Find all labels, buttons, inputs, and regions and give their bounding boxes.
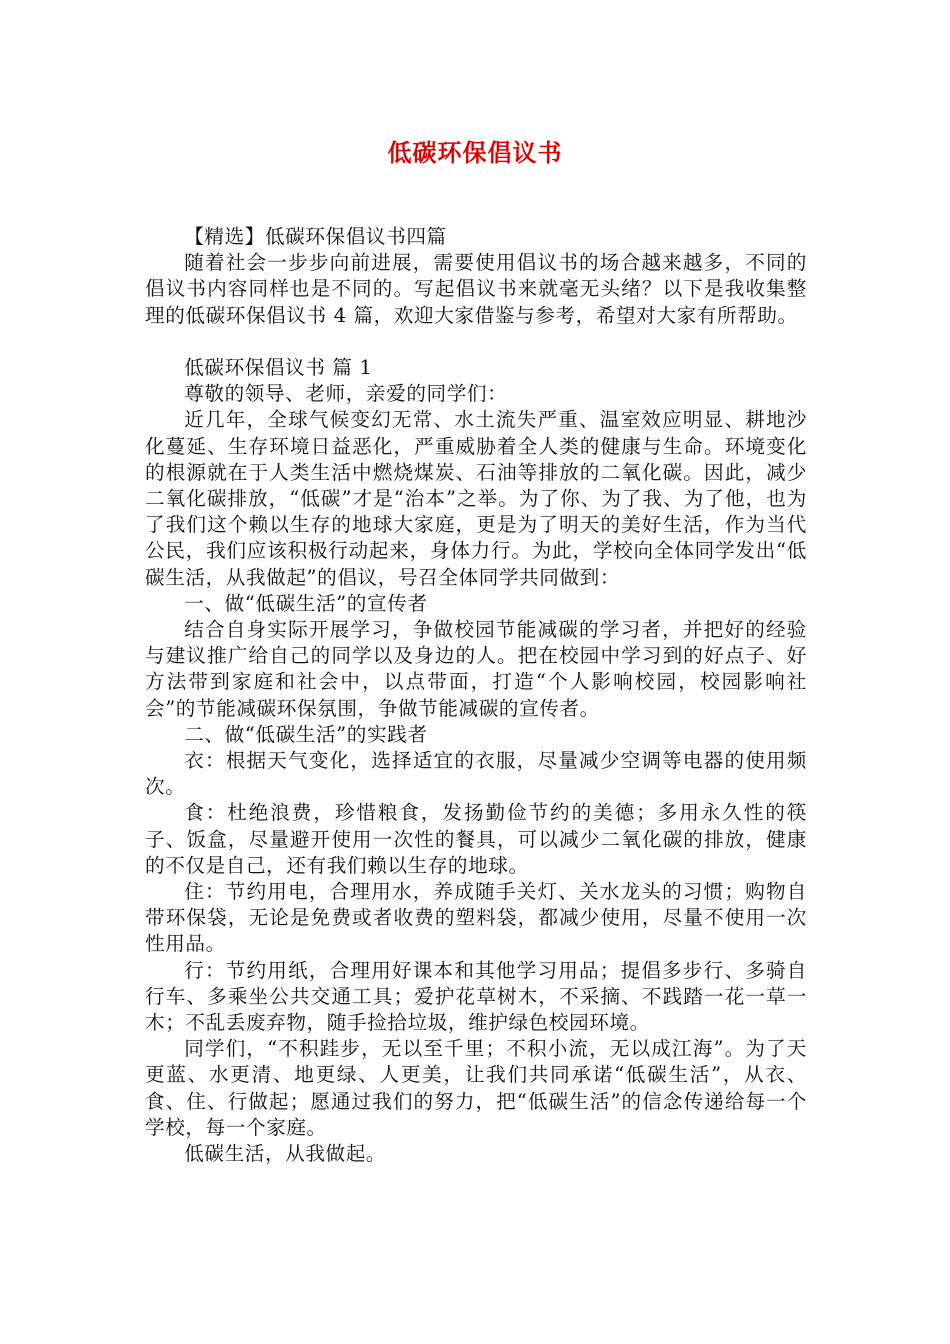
body-paragraph: 同学们，“不积跬步，无以至千里；不积小流，无以成江海”。为了天更蓝、水更清、地更绿、人更美，让我们共同承诺“低碳生活”，从衣、食、住、行做起；愿通过我们的努力，把“低碳生活”的信念传递给每一个学校，每一个家庭。: [145, 1037, 807, 1139]
intro-paragraph: 随着社会一步步向前进展，需要使用倡议书的场合越来越多，不同的倡议书内容同样也是不同的。写起倡议书来就毫无头绪？以下是我收集整理的低碳环保倡议书 4 篇，欢迎大家借鉴与参考，希望对大家有所帮助。: [145, 251, 807, 327]
subheading: 一、做“低碳生活”的宣传者: [184, 591, 428, 615]
body-paragraph: 近几年，全球气候变幻无常、水土流失严重、温室效应明显、耕地沙化蔓延、生存环境日益恶化，严重威胁着全人类的健康与生命。环境变化的根源就在于人类生活中燃烧煤炭、石油等排放的二氧化碳。因此，减少二氧化碳排放，“低碳”才是“治本”之举。为了你、为了我、为了他，也为了我们这个赖以生存的地球大家庭，更是为了明天的美好生活，作为当代公民，我们应该积极行动起来，身体力行。为此，学校向全体同学发出“低碳生活，从我做起”的倡议，号召全体同学共同做到：: [145, 408, 807, 589]
body-paragraph: 住：节约用电，合理用水，养成随手关灯、关水龙头的习惯；购物自带环保袋，无论是免费或者收费的塑料袋，都减少使用，尽量不使用一次性用品。: [145, 880, 807, 956]
intro-heading: 【精选】低碳环保倡议书四篇: [184, 225, 447, 248]
salutation: 尊敬的领导、老师，亲爱的同学们：: [184, 382, 508, 406]
body-paragraph: 衣：根据天气变化，选择适宜的衣服，尽量减少空调等电器的使用频次。: [145, 749, 807, 799]
body-paragraph: 结合自身实际开展学习，争做校园节能减碳的学习者，并把好的经验与建议推广给自己的同学以及身边的人。把在校园中学习到的好点子、好方法带到家庭和社会中，以点带面，打造“个人影响校园，校园影响社会”的节能减碳环保氛围，争做节能减碳的宣传者。: [145, 618, 807, 720]
blank-line: [145, 329, 807, 355]
subheading: 二、做“低碳生活”的实践者: [184, 722, 428, 746]
document-title: 低碳环保倡议书: [387, 139, 563, 167]
section-heading: 低碳环保倡议书 篇 1: [184, 356, 373, 379]
body-paragraph: 食：杜绝浪费，珍惜粮食，发扬勤俭节约的美德；多用永久性的筷子、饭盒，尽量避开使用一次性的餐具，可以减少二氧化碳的排放，健康的不仅是自己，还有我们赖以生存的地球。: [145, 801, 807, 877]
document-body: [145, 224, 807, 1167]
closing-line: 低碳生活，从我做起。: [184, 1142, 387, 1166]
body-paragraph: 行：节约用纸，合理用好课本和其他学习用品；提倡多步行、多骑自行车、多乘坐公共交通工具；爱护花草树木，不采摘、不践踏一花一草一木；不乱丢废弃物，随手捡拾垃圾，维护绿色校园环境。: [145, 958, 807, 1035]
